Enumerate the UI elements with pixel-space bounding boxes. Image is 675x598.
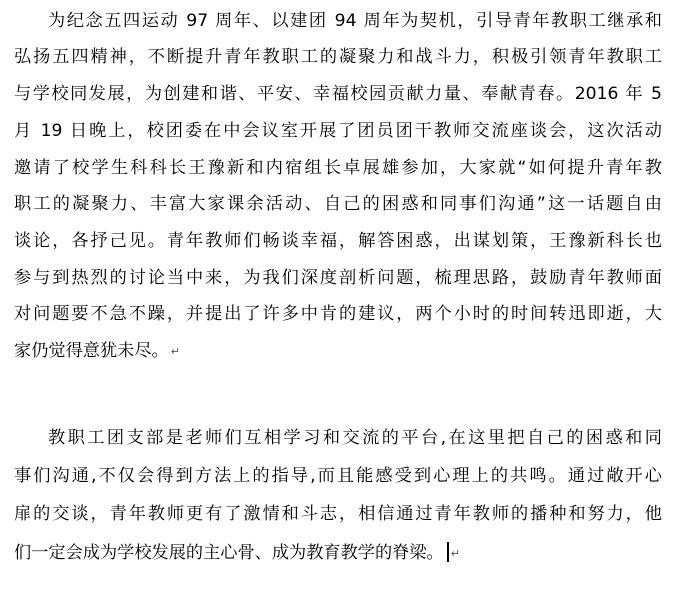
paragraph-1-line-8: 参与到热烈的讨论当中来，为我们深度剖析问题，梳理思路，鼓励青年教师面	[14, 268, 662, 288]
text-cursor	[447, 542, 449, 562]
paragraph-1-line-7: 谈论，各抒己见。青年教师们畅谈幸福，解答困惑，出谋划策，王豫新科长也	[14, 231, 662, 251]
paragraph-2-line-4	[14, 538, 460, 568]
paragraph-1-line-10	[14, 336, 180, 366]
paragraph-mark-icon: ↵	[170, 345, 180, 358]
paragraph-1-line-6: 职工的凝聚力、丰富大家课余活动、自己的困惑和同事们沟通”这一话题自由	[14, 194, 662, 214]
paragraph-2-line-4-text: 们一定会成为学校发展的主心骨、成为教育教学的脊梁。	[14, 543, 444, 563]
paragraph-1-line-4: 月 19 日晚上，校团委在中会议室开展了团员团干教师交流座谈会，这次活动	[14, 121, 662, 141]
paragraph-1-line-1: 为纪念五四运动 97 周年、以建团 94 周年为契机，引导青年教职工继承和	[48, 11, 662, 31]
paragraph-mark-icon: ↵	[450, 547, 460, 560]
paragraph-1-line-2: 弘扬五四精神，不断提升青年教职工的凝聚力和战斗力，积极引领青年教职工	[14, 47, 662, 67]
paragraph-2-line-1: 教职工团支部是老师们互相学习和交流的平台,在这里把自己的困惑和同	[48, 428, 662, 448]
paragraph-1-line-5: 邀请了校学生科科长王豫新和内宿组长卓展雄参加，大家就“如何提升青年教	[14, 158, 662, 178]
paragraph-1-line-9: 对问题要不急不躁，并提出了许多中肯的建议，两个小时的时间转迅即逝，大	[14, 304, 662, 324]
paragraph-2-line-2: 事们沟通,不仅会得到方法上的指导,而且能感受到心理上的共鸣。通过敞开心	[14, 466, 662, 486]
paragraph-1-line-3: 与学校同发展，为创建和谐、平安、幸福校园贡献力量、奉献青春。2016 年 5	[14, 84, 662, 104]
paragraph-1-line-10-text: 家仍觉得意犹未尽。	[14, 341, 169, 361]
paragraph-2-line-3: 扉的交谈，青年教师更有了激情和斗志，相信通过青年教师的播种和努力，他	[14, 504, 662, 524]
